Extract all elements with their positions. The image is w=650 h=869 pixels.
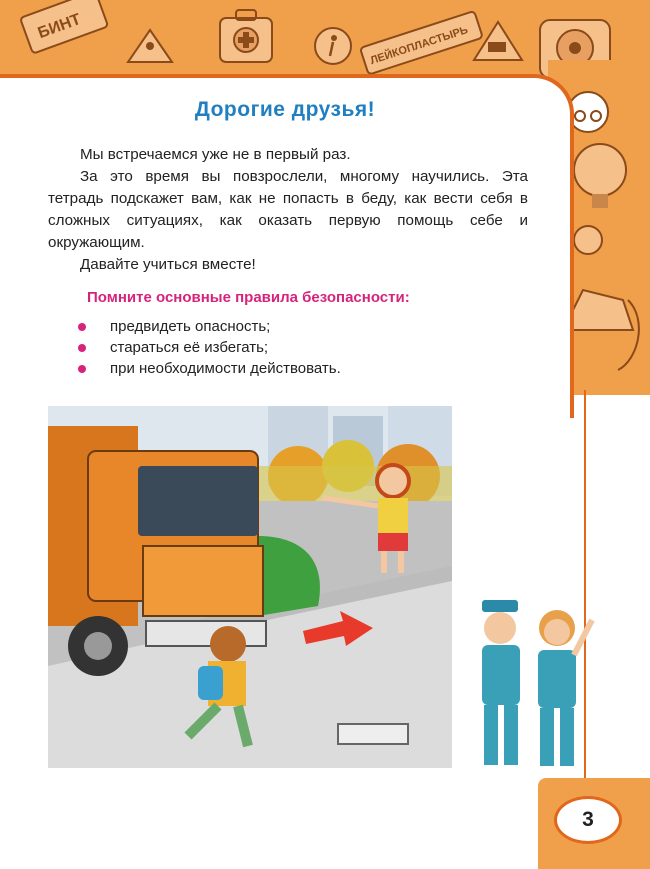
rescuer-boy-icon bbox=[482, 600, 520, 765]
bullet-icon bbox=[78, 323, 86, 331]
rescuers bbox=[462, 600, 612, 770]
rules-heading: Помните основные правила безопасности: bbox=[87, 289, 410, 306]
plaster-icon bbox=[360, 11, 483, 75]
rescuer-girl-icon bbox=[538, 610, 592, 766]
pedestrian-icon bbox=[315, 28, 351, 64]
rescuers-illustration bbox=[462, 600, 612, 770]
page-title: Дорогие друзья! bbox=[194, 98, 376, 121]
train-warning-sign-icon bbox=[474, 22, 522, 60]
list-item bbox=[78, 337, 341, 358]
intro-paragraph: За это время вы повзрослели, многому научились. Эта тетрадь подскажет вам, как не попасть в беду, как вести себя в сложных ситуациях, как оказать первую помощь себе и окружающим. bbox=[48, 168, 528, 251]
iron-icon bbox=[563, 290, 639, 370]
plaster-label: ЛЕЙКОПЛАСТЫРЬ bbox=[368, 24, 470, 68]
intro-paragraph: Мы встречаемся уже не в первый раз. bbox=[80, 146, 351, 163]
bandage-icon bbox=[20, 0, 108, 54]
page-number: 3 bbox=[554, 796, 622, 844]
children-warning-sign-icon bbox=[128, 30, 172, 62]
street-scene bbox=[48, 406, 452, 768]
rule-text: стараться её избегать; bbox=[110, 339, 269, 356]
bandage-label: БИНТ bbox=[35, 10, 84, 43]
first-aid-kit-icon bbox=[220, 10, 272, 62]
rule-text: при необходимости действовать. bbox=[110, 360, 341, 377]
rules-list bbox=[78, 316, 341, 379]
street-illustration bbox=[48, 406, 452, 768]
light-bulb-icon bbox=[574, 144, 626, 208]
bicycle-sign-icon bbox=[568, 92, 608, 132]
bicycle-small-sign-icon bbox=[574, 226, 602, 254]
bullet-icon bbox=[78, 344, 86, 352]
list-item bbox=[78, 316, 341, 337]
list-item bbox=[78, 358, 341, 379]
intro-text bbox=[48, 144, 528, 276]
rule-text: предвидеть опасность; bbox=[110, 318, 271, 335]
bullet-icon bbox=[78, 365, 86, 373]
intro-paragraph: Давайте учиться вместе! bbox=[80, 256, 256, 273]
